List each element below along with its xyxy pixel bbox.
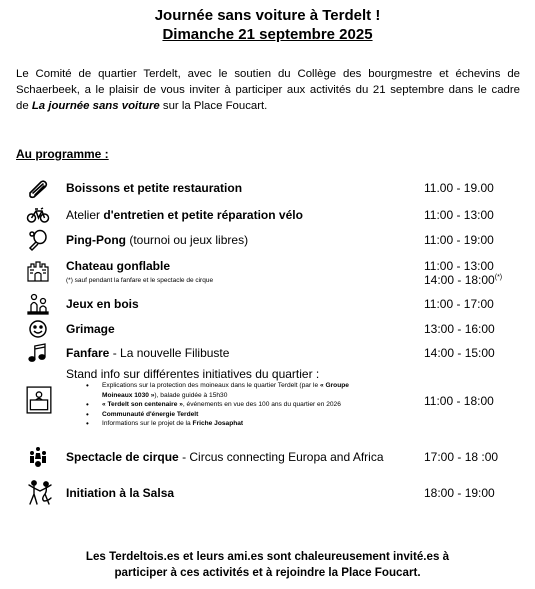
activity-label: Fanfare - La nouvelle Filibuste	[66, 346, 230, 360]
activity-time: 18:00 - 19:00	[424, 486, 495, 500]
intro-line-3	[16, 98, 520, 114]
intro-emphasis: La journée sans voiture	[31, 100, 160, 112]
activity-time: 11:00 - 13:00	[424, 259, 494, 273]
intro-paragraph	[16, 66, 520, 114]
circus-icon	[26, 445, 50, 469]
sandwich-icon	[26, 176, 50, 200]
intro-line-3-suffix: sur la Place Foucart.	[162, 100, 268, 112]
closing-line-2: participer à ces activités et à rejoindre la Place Foucart.	[114, 566, 421, 579]
activity-label: Boissons et petite restauration	[66, 181, 243, 195]
ping-pong-icon	[26, 228, 50, 252]
activity-time: 13:00 - 16:00	[424, 322, 495, 336]
intro-line-3-prefix: de	[16, 100, 29, 112]
bicycle-icon	[26, 203, 50, 227]
board-games-icon	[26, 292, 50, 316]
bouncy-castle-icon	[26, 259, 50, 283]
activity-label: Jeux en bois	[66, 297, 139, 311]
stand-item: • Explications sur la protection des moineaux dans le quartier Terdelt (par le « Groupe Moineaux 1030 »), balade guidée à 15h30	[86, 381, 349, 400]
activity-label: Spectacle de cirque - Circus connecting Europa and Africa	[66, 450, 384, 464]
stand-item: • Communauté d'énergie Terdelt	[86, 410, 349, 420]
activity-time-2: 14:00 - 18:00(*)	[424, 273, 503, 287]
activity-time: 11:00 - 17:00	[424, 297, 494, 311]
activity-label: Stand info sur différentes initiatives du quartier :	[66, 367, 320, 381]
activity-label: Atelier d'entretien et petite réparation vélo	[66, 208, 303, 222]
activity-note: (*) sauf pendant la fanfare et le spectacle de cirque	[66, 277, 214, 284]
program-heading: Au programme :	[16, 147, 109, 161]
stand-item: • Informations sur le projet de la Friche Josaphat	[86, 419, 349, 429]
activity-time: 11:00 - 13:00	[424, 208, 494, 222]
music-notes-icon	[26, 341, 50, 365]
activity-time: 11:00 - 19:00	[424, 233, 494, 247]
closing-line-1: Les Terdeltois.es et leurs ami.es sont chaleureusement invité.es à	[85, 550, 450, 563]
intro-line-1: Le Comité de quartier Terdelt, avec le soutien du Collège des bourgmestre et échevins de	[16, 68, 520, 80]
activity-time: 17:00 - 18 :00	[424, 450, 499, 464]
salsa-dancers-icon	[26, 479, 54, 507]
activity-label: Chateau gonflable	[66, 259, 171, 273]
activity-label: Ping-Pong (tournoi ou jeux libres)	[66, 233, 249, 247]
closing-message	[0, 549, 535, 581]
activity-label: Initiation à la Salsa	[66, 486, 175, 500]
event-title: Journée sans voiture à Terdelt !	[154, 7, 381, 24]
activity-label: Grimage	[66, 322, 115, 336]
info-stand-icon	[26, 386, 52, 414]
stand-info-list	[86, 381, 349, 429]
stand-item: • « Terdelt son centenaire », événements en vue des 100 ans du quartier en 2026	[86, 400, 349, 410]
intro-line-2: Schaerbeek, a le plaisir de vous inviter à participer aux activités du 21 septembre dans le cadre	[16, 84, 520, 96]
activity-time: 11:00 - 18:00	[424, 394, 494, 408]
activity-time: 14:00 - 15:00	[424, 346, 495, 360]
activity-time: 11.00 - 19.00	[424, 181, 494, 195]
event-date: Dimanche 21 septembre 2025	[162, 26, 373, 43]
face-paint-icon	[26, 317, 50, 341]
